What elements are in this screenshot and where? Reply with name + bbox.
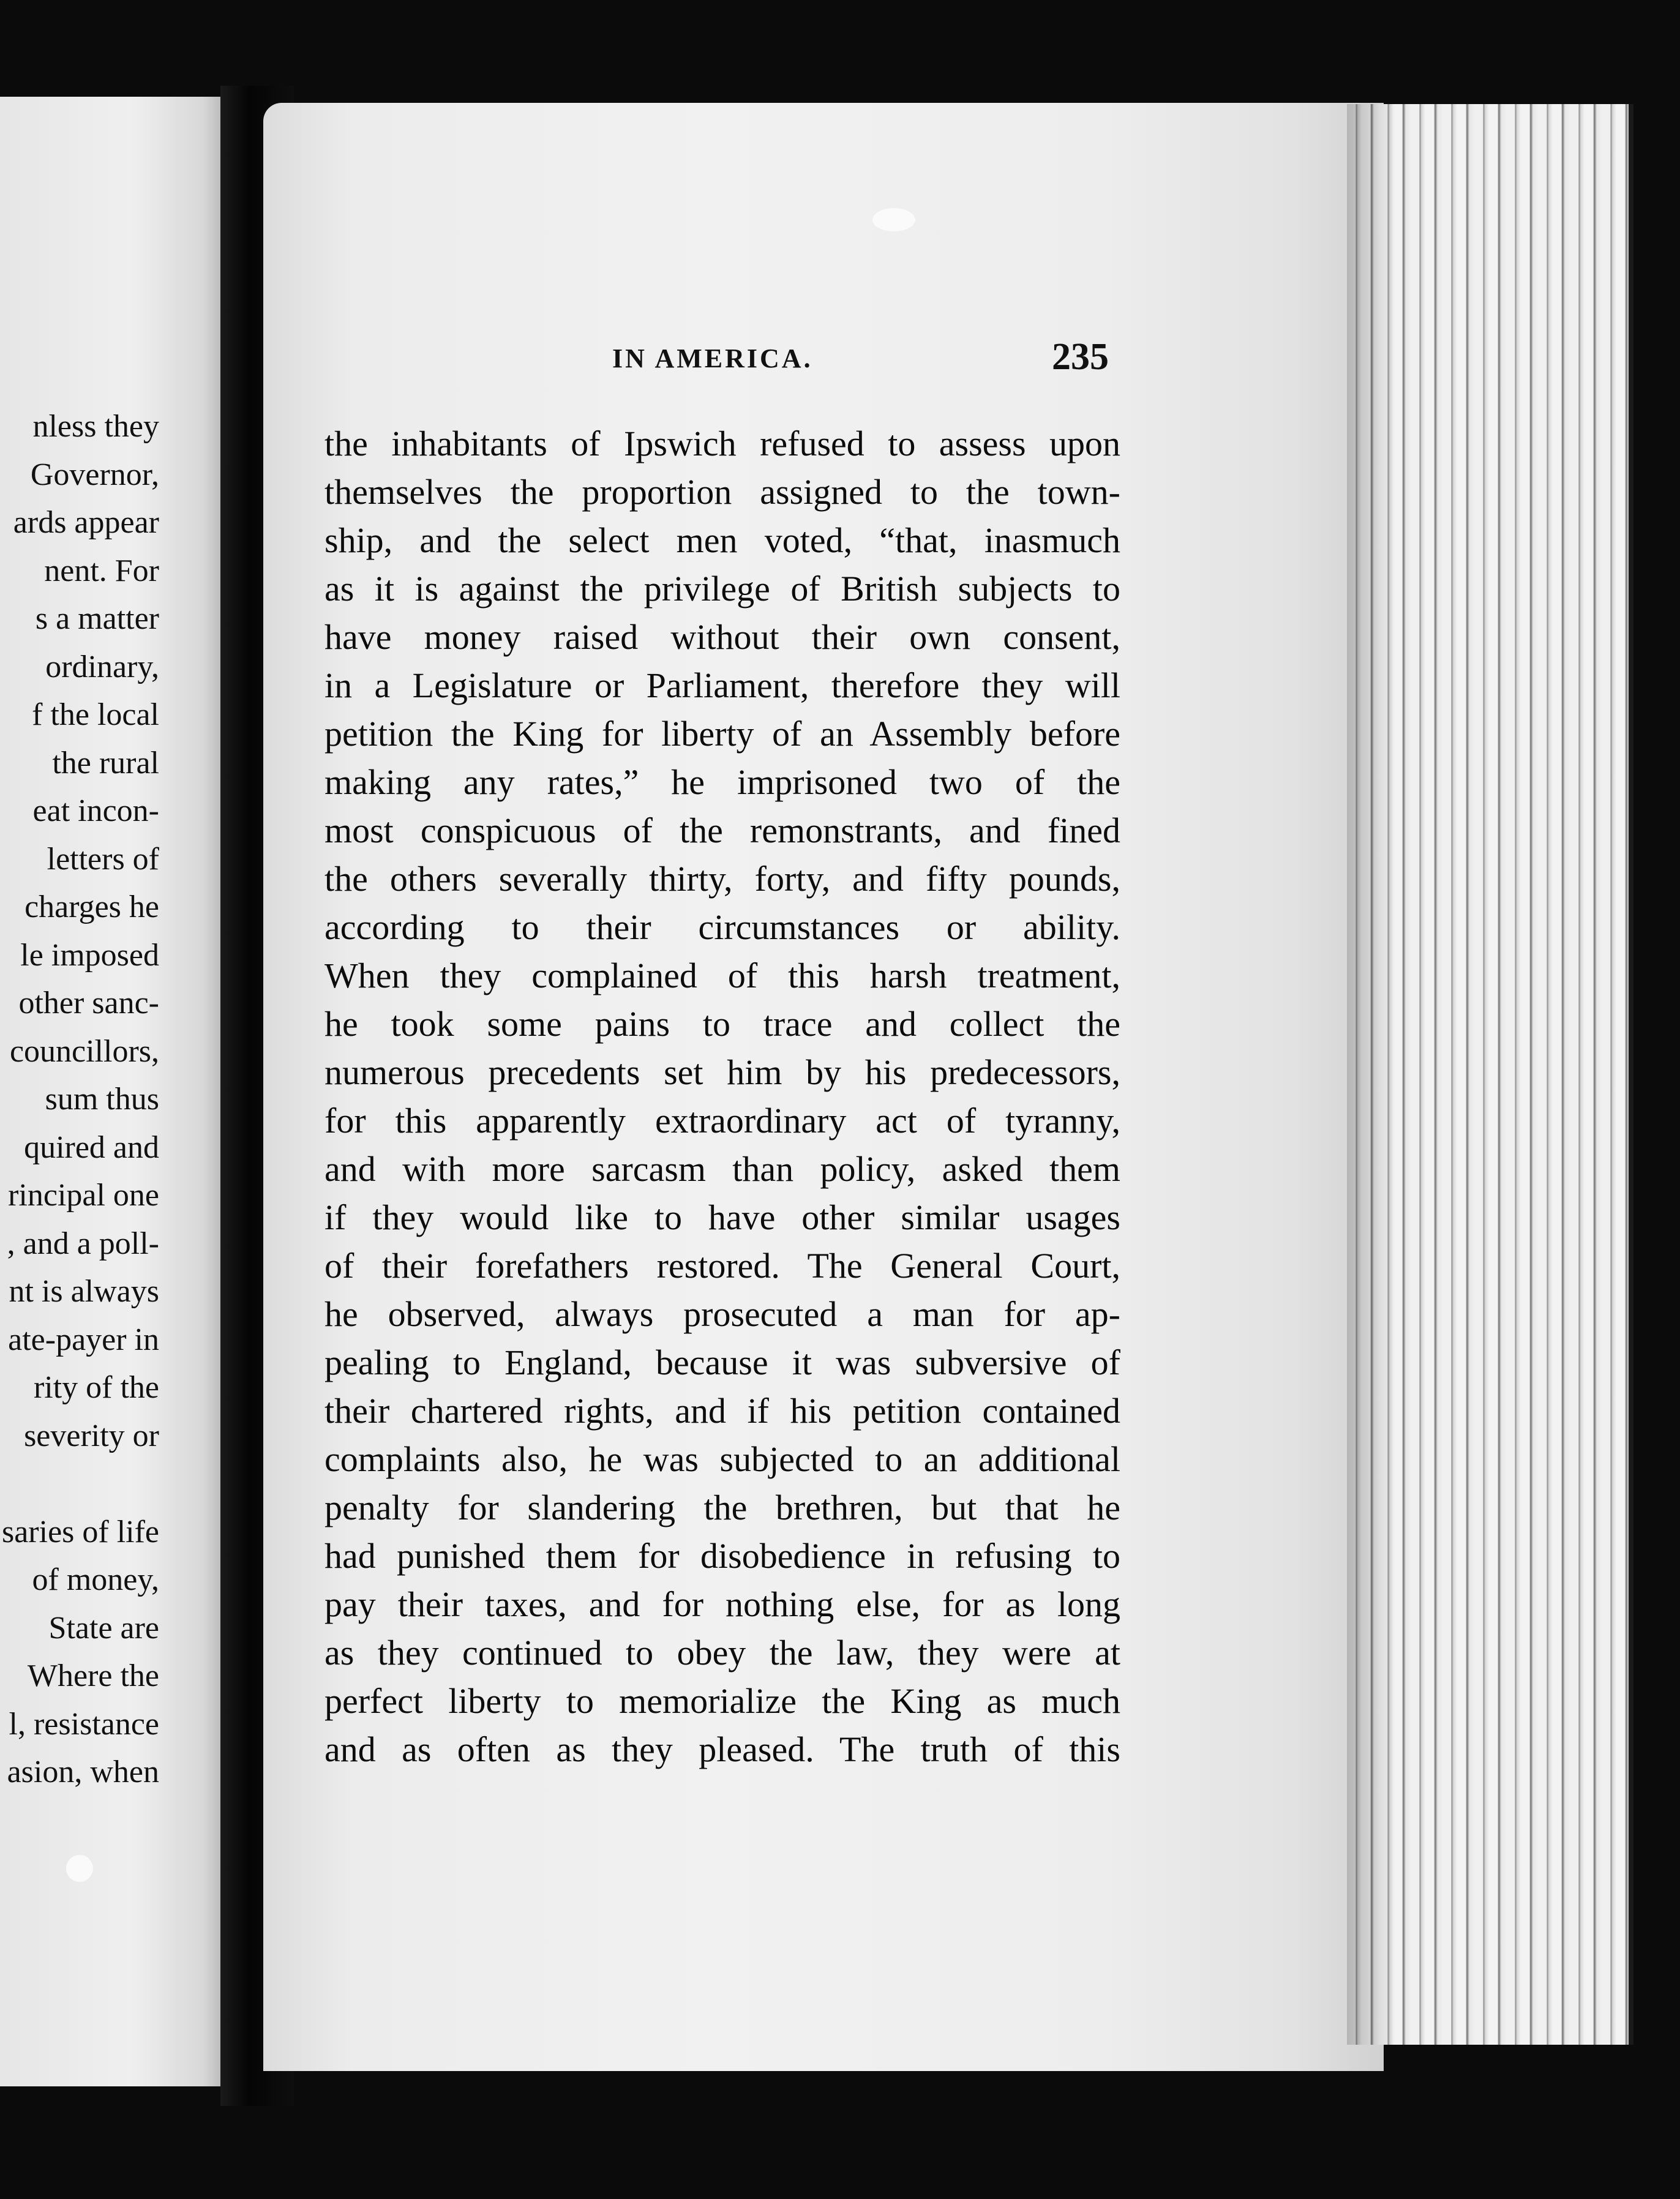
text-line: the others severally thirty, forty, and fifty pounds, bbox=[324, 859, 1120, 899]
page-body-text bbox=[324, 419, 1120, 1774]
left-line: quired and bbox=[24, 1129, 159, 1165]
left-line: nless they bbox=[32, 409, 159, 444]
left-line: ordinary, bbox=[45, 649, 159, 684]
left-line: eat incon- bbox=[32, 793, 159, 828]
left-line-blank bbox=[0, 1460, 159, 1508]
left-line: nt is always bbox=[9, 1274, 159, 1309]
left-line: asion, when bbox=[7, 1755, 159, 1789]
page-edges-shadow bbox=[1347, 104, 1396, 2045]
text-line: themselves the proportion assigned to the town- bbox=[324, 472, 1120, 512]
left-line: charges he bbox=[24, 890, 159, 924]
text-line: When they complained of this harsh treatment, bbox=[324, 956, 1120, 995]
running-head: IN AMERICA. bbox=[612, 343, 813, 373]
left-line: State are bbox=[48, 1610, 159, 1646]
text-line: the inhabitants of Ipswich refused to assess upon bbox=[324, 424, 1120, 463]
text-line: pealing to England, because it was subversive of bbox=[324, 1343, 1120, 1382]
text-line: numerous precedents set him by his predecessors, bbox=[324, 1052, 1120, 1092]
left-line: saries of life bbox=[1, 1514, 159, 1549]
text-line: of their forefathers restored. The General Court, bbox=[324, 1246, 1120, 1286]
text-line: in a Legislature or Parliament, therefore they will bbox=[324, 665, 1120, 705]
left-line: severity or bbox=[24, 1418, 159, 1453]
left-line: letters of bbox=[47, 841, 159, 877]
left-line: ate-payer in bbox=[8, 1322, 159, 1357]
left-line: nent. For bbox=[44, 553, 159, 588]
left-line: le imposed bbox=[20, 937, 159, 973]
left-line: the rural bbox=[52, 745, 159, 781]
text-line: their chartered rights, and if his petition contained bbox=[324, 1391, 1120, 1431]
text-line: ship, and the select men voted, “that, inasmuch bbox=[324, 520, 1120, 560]
left-line: of money, bbox=[32, 1562, 159, 1597]
text-line: if they would like to have other similar usages bbox=[324, 1197, 1120, 1237]
text-line: for this apparently extraordinary act of tyranny, bbox=[324, 1101, 1120, 1141]
text-line: petition the King for liberty of an Assembly before bbox=[324, 714, 1120, 754]
text-line: according to their circumstances or ability. bbox=[324, 907, 1120, 947]
paper-speck bbox=[66, 1855, 93, 1882]
left-line: Where the bbox=[27, 1658, 159, 1693]
left-line: councillors, bbox=[9, 1033, 159, 1069]
left-line: s a matter bbox=[35, 601, 159, 636]
text-line: and as often as they pleased. The truth of this bbox=[324, 1729, 1120, 1769]
left-line: sum thus bbox=[45, 1082, 159, 1117]
text-line: as it is against the privilege of British subjects to bbox=[324, 569, 1120, 609]
left-page bbox=[0, 97, 220, 2086]
text-line: and with more sarcasm than policy, asked them bbox=[324, 1149, 1120, 1189]
left-page-text bbox=[0, 403, 159, 1797]
left-line: , and a poll- bbox=[7, 1226, 159, 1261]
left-line: Governor, bbox=[30, 457, 159, 492]
left-line: other sanc- bbox=[18, 986, 159, 1021]
left-line: f the local bbox=[32, 697, 159, 732]
left-line: ards appear bbox=[13, 505, 159, 540]
text-line: most conspicuous of the remonstrants, and fined bbox=[324, 811, 1120, 850]
text-line: pay their taxes, and for nothing else, for as long bbox=[324, 1584, 1120, 1624]
text-line: he observed, always prosecuted a man for ap- bbox=[324, 1294, 1120, 1334]
text-line: had punished them for disobedience in refusing to bbox=[324, 1536, 1120, 1576]
text-line: making any rates,” he imprisoned two of the bbox=[324, 762, 1120, 802]
left-line: l, resistance bbox=[9, 1706, 159, 1742]
page-number: 235 bbox=[1052, 336, 1109, 378]
text-line: penalty for slandering the brethren, but that he bbox=[324, 1488, 1120, 1527]
text-line: he took some pains to trace and collect the bbox=[324, 1004, 1120, 1044]
text-line: complaints also, he was subjected to an additional bbox=[324, 1439, 1120, 1479]
text-line: as they continued to obey the law, they were at bbox=[324, 1633, 1120, 1673]
paper-speck bbox=[872, 208, 915, 231]
left-line: rincipal one bbox=[8, 1178, 159, 1213]
left-line: rity of the bbox=[33, 1370, 159, 1405]
text-line: perfect liberty to memorialize the King as much bbox=[324, 1681, 1120, 1721]
text-line: have money raised without their own consent, bbox=[324, 617, 1120, 657]
